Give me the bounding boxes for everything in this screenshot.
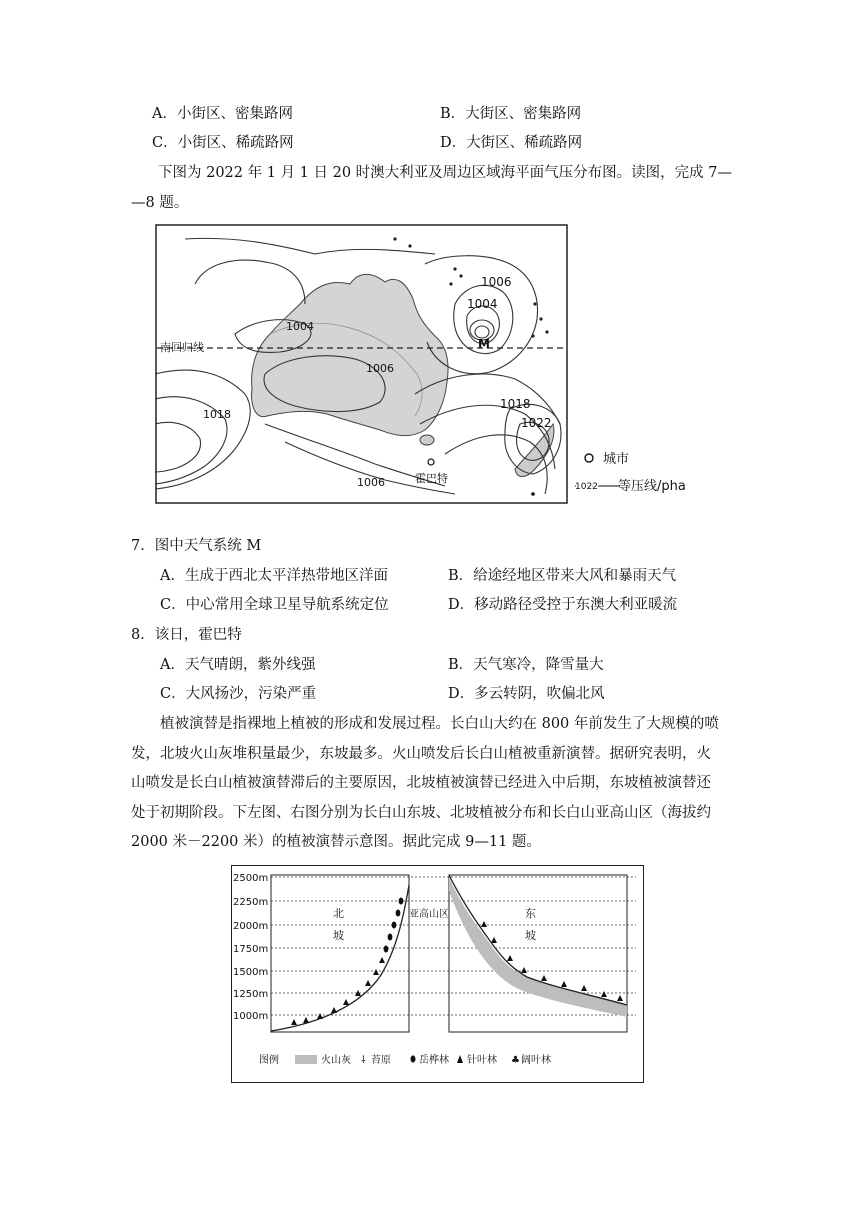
isobar-label: 1018 <box>500 397 531 411</box>
q7-stem: 7．图中天气系统 M <box>131 538 262 554</box>
isobar-label: 1018 <box>203 408 231 421</box>
map-legend <box>570 445 700 495</box>
q6-option-c: C．小街区、稀疏路网 <box>152 135 294 151</box>
y-tick: 1000m <box>233 1011 269 1022</box>
legend-isobar-sample: 1022 <box>575 482 598 492</box>
q8-option-d: D．多云转阴，吹偏北风 <box>448 686 605 702</box>
q8-option-c: C．大风扬沙，污染严重 <box>160 686 317 702</box>
legend-ash-swatch <box>295 1055 317 1064</box>
y-tick: 2250m <box>233 897 269 908</box>
legend-meadow-icon: ⸸ <box>361 1055 366 1066</box>
q8-option-b: B．天气寒冷，降雪量大 <box>448 657 604 673</box>
passage-line5: 2000 米－2200 米）的植被演替示意图。据此完成 9—11 题。 <box>131 834 541 850</box>
q8-stem: 8．该日，霍巴特 <box>131 627 242 643</box>
q7-option-a: A．生成于西北太平洋热带地区洋面 <box>160 568 388 584</box>
legend-isobar-label: 等压线/pha <box>618 479 686 494</box>
legend-city-icon <box>585 454 593 462</box>
q6-option-d: D．大街区、稀疏路网 <box>440 135 583 151</box>
isobar-label: 1006 <box>366 362 394 375</box>
legend-conifer-label: 针叶林 <box>467 1055 497 1066</box>
legend-birch-icon <box>411 1055 416 1062</box>
subalpine-label: 亚高山区 <box>409 909 449 920</box>
passage-line2: 发，北坡火山灰堆积量最少，东坡最多。火山喷发后长白山植被重新演替。据研究表明，火 <box>131 746 711 762</box>
legend-meadow-label: 苔原 <box>371 1055 391 1066</box>
east-slope-label: 东 <box>525 907 536 920</box>
tropic-label: 南回归线 <box>160 341 204 354</box>
y-tick: 1500m <box>233 967 269 978</box>
north-slope-label: 北 <box>333 907 344 920</box>
legend-birch-label: 岳桦林 <box>419 1055 449 1066</box>
system-m-label: M <box>478 337 490 351</box>
y-tick: 1750m <box>233 944 269 955</box>
legend-broadleaf-icon: ♣ <box>511 1055 520 1066</box>
y-tick: 2500m <box>233 873 269 884</box>
intro-7-8-line1: 下图为 2022 年 1 月 1 日 20 时澳大利亚及周边区域海平面气压分布图。读图，完成 7— <box>158 165 733 181</box>
q7-option-d: D．移动路径受控于东澳大利亚暖流 <box>448 597 678 613</box>
passage-line1: 植被演替是指裸地上植被的形成和发展过程。长白山大约在 800 年前发生了大规模的喷 <box>160 716 719 732</box>
legend-ash-label: 火山灰 <box>321 1055 351 1066</box>
q8-option-a: A．天气晴朗，紫外线强 <box>160 657 316 673</box>
passage-line3: 山喷发是长白山植被演替滞后的主要原因，北坡植被演替已经进入中后期，东坡植被演替还 <box>131 775 711 791</box>
isobar-label: 1004 <box>467 297 498 311</box>
q7-option-b: B．给途经地区带来大风和暴雨天气 <box>448 568 677 584</box>
isobar-label: 1006 <box>481 275 512 289</box>
vegetation-profile-figure <box>231 865 644 1083</box>
legend-broadleaf-label: 阔叶林 <box>521 1055 551 1066</box>
city-hobart-label: 霍巴特 <box>415 472 448 485</box>
y-tick: 2000m <box>233 921 269 932</box>
q7-option-c: C．中心常用全球卫星导航系统定位 <box>160 597 389 613</box>
q6-option-b: B．大街区、密集路网 <box>440 106 582 122</box>
isobar-map <box>155 224 568 504</box>
legend-city-label: 城市 <box>603 452 630 467</box>
q6-option-a: A．小街区、密集路网 <box>152 106 293 122</box>
legend-title: 图例 <box>259 1055 279 1066</box>
isobar-label: 1004 <box>286 320 314 333</box>
isobar-label: 1006 <box>357 476 385 489</box>
passage-line4: 处于初期阶段。下左图、右图分别为长白山东坡、北坡植被分布和长白山亚高山区（海拔约 <box>131 805 711 821</box>
intro-7-8-line2: —8 题。 <box>131 195 189 211</box>
y-tick: 1250m <box>233 989 269 1000</box>
east-slope-label-2: 坡 <box>525 929 536 942</box>
isobar-label: 1022 <box>521 416 552 430</box>
north-slope-label-2: 坡 <box>333 929 344 942</box>
